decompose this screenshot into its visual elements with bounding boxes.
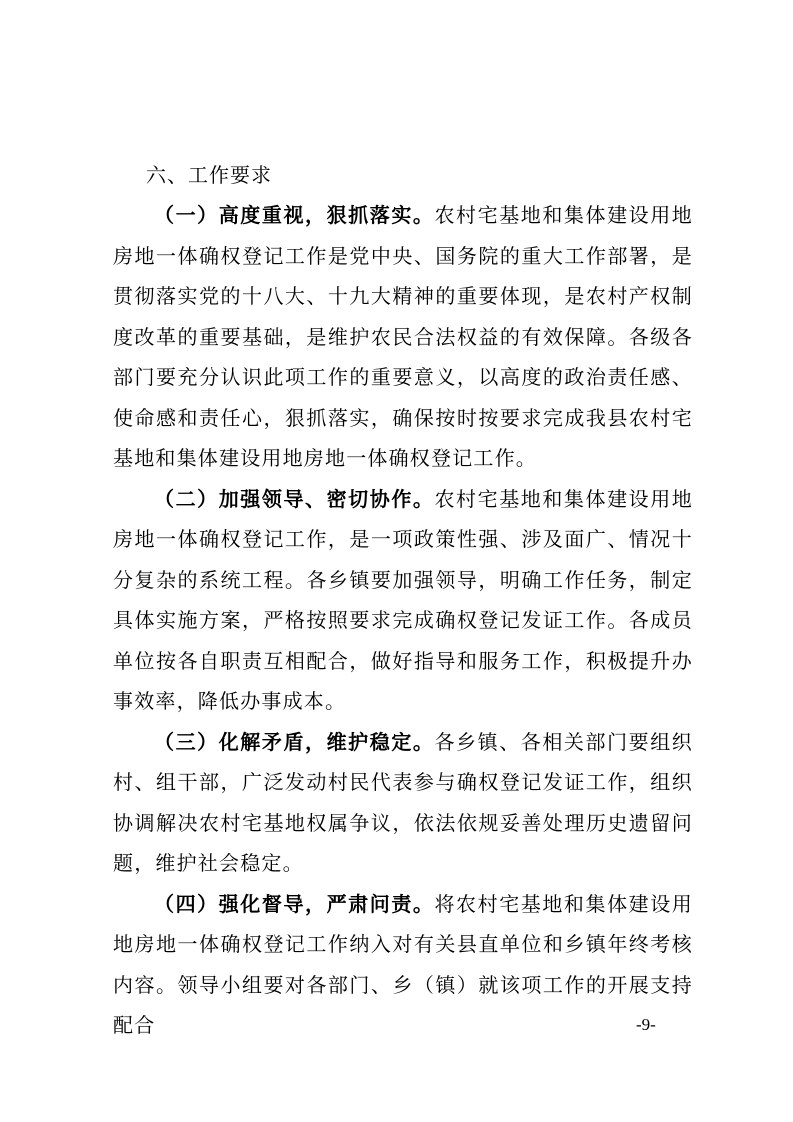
paragraph-1 [113,195,693,479]
paragraph-4-body: 将农村宅基地和集体建设用地房地一体确权登记工作纳入对有关县直单位和乡镇年终考核内容。领导小组要对各部门、乡（镇）就该项工作的开展支持配合 [113,891,693,1037]
paragraph-3 [113,722,693,884]
paragraph-2 [113,479,693,722]
document-body [113,155,693,1046]
paragraph-3-lead: （三）化解矛盾，维护稳定。 [154,729,435,754]
page-number: -9- [636,1015,656,1034]
paragraph-1-lead: （一）高度重视，狠抓落实。 [154,203,435,227]
paragraph-4-lead: （四）强化督导，严肃问责。 [154,891,435,916]
paragraph-2-lead: （二）加强领导、密切协作。 [154,486,435,511]
paragraph-4 [113,884,693,1046]
section-heading: 六、工作要求 [146,163,272,187]
paragraph-3-body: 各乡镇、各相关部门要组织村、组干部，广泛发动村民代表参与确权登记发证工作，组织协调解决农村宅基地权属争议，依法依规妥善处理历史遗留问题，维护社会稳定。 [113,729,693,875]
paragraph-1-body: 农村宅基地和集体建设用地房地一体确权登记工作是党中央、国务院的重大工作部署，是贯彻落实党的十八大、十九大精神的重要体现，是农村产权制度改革的重要基础，是维护农民合法权益的有效保障。各级各部门要充分认识此项工作的重要意义，以高度的政治责任感、使命感和责任心，狠抓落实，确保按时按要求完成我县农村宅基地和集体建设用地房地一体确权登记工作。 [113,203,693,470]
paragraph-2-body: 农村宅基地和集体建设用地房地一体确权登记工作，是一项政策性强、涉及面广、情况十分复杂的系统工程。各乡镇要加强领导，明确工作任务，制定具体实施方案，严格按照要求完成确权登记发证工作。各成员单位按各自职责互相配合，做好指导和服务工作，积极提升办事效率，降低办事成本。 [113,486,693,713]
